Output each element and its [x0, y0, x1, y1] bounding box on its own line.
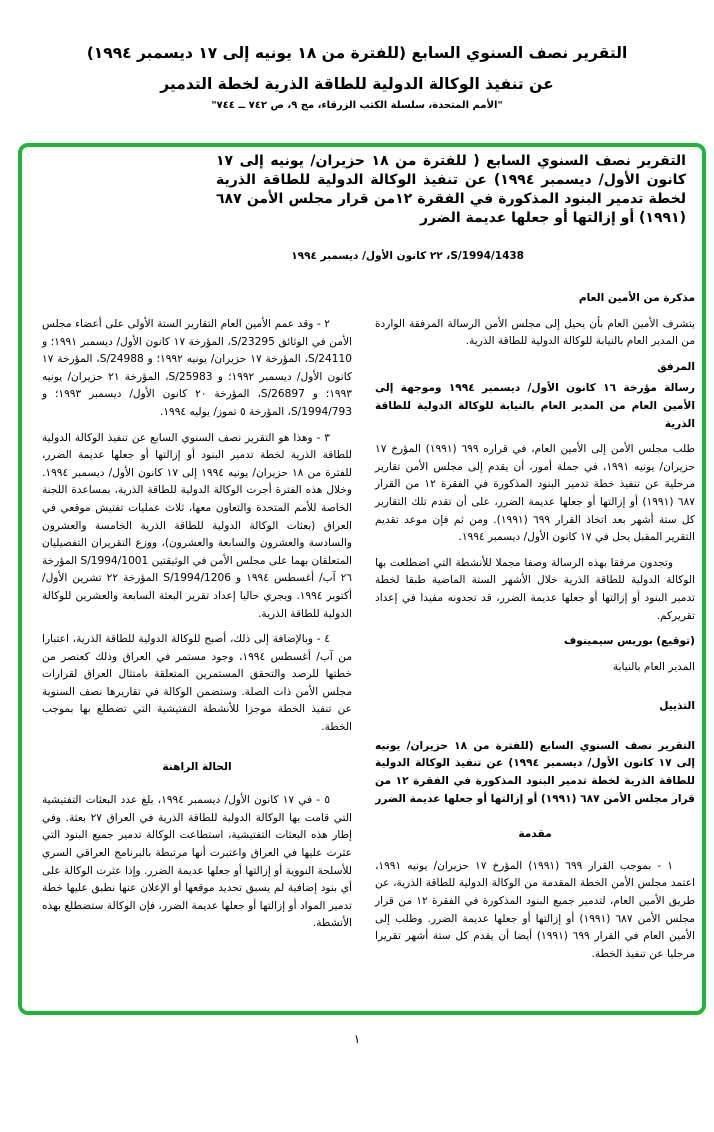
paragraph-2: ٢ - وقد عمم الأمين العام التقارير الستة الأولى على أعضاء مجلس الأمن في الوثائق S/23295، المؤرخة ١٧ كانون الأول/ ديسمبر ١٩٩١؛ و S/24110، المؤرخة ١٧ حزيران/ يونيه ١٩٩٢؛ و S/24988، المؤرخة ١٧ كانون الأول/ ديسمبر ١٩٩٢؛ و S/25983، المؤرخة ٢١ حزيران/ يونيه ١٩٩٣؛ و S/26897، المؤرخة ٢٠ كانون الأول/ ديسمبر ١٩٩٣؛ و S/1994/793، المؤرخة ٥ تموز/ يوليه ١٩٩٤. — [42, 318, 353, 418]
document-title-line1: التقرير نصف السنوي السابع (للفترة من ١٨ يونيه إلى ١٧ ديسمبر ١٩٩٤) — [86, 44, 628, 62]
letter-heading: رسالة مؤرخة ١٦ كانون الأول/ ديسمبر ١٩٩٤ وموجهة إلى الأمين العام من المدير العام بالنيابة للوكالة الدولية للطاقة الذرية — [375, 382, 695, 430]
right-column — [375, 290, 695, 971]
status-heading: الحالة الراهنة — [162, 760, 232, 773]
letter-paragraph: وتجدون مرفقا بهذه الرسالة وصفا مجملا للأنشطة التي اضطلعت بها الوكالة الدولية للطاقة الذرية خلال الأشهر الستة الماضية طبقا لخطة تدمير البنود أو إزالتها أو جعلها عديمة الضرر، قد تجدونه مفيدا في إعداد تقريركم. — [375, 556, 695, 622]
memo-text: يتشرف الأمين العام بأن يحيل إلى مجلس الأمن الرسالة المرفقة الواردة من المدير العام بالنيابة للوكالة الدولية للطاقة الذرية. — [375, 317, 695, 348]
document-title-line2: عن تنفيذ الوكالة الدولية للطاقة الذرية لخطة التدمير — [160, 75, 554, 93]
memo-heading: مذكرة من الأمين العام — [578, 292, 695, 304]
intro-heading: مقدمة — [518, 828, 552, 841]
document-number: S/1994/1438، ٢٢ كانون الأول/ ديسمبر ١٩٩٤ — [291, 250, 524, 262]
signature-label: (توقيع) — [656, 635, 695, 648]
report-title: التقرير نصف السنوي السابع ( للفترة من ١٨ حزيران/ يونيه إلى ١٧ كانون الأول/ ديسمبر ١٩٩٤) عن تنفيذ الوكالة الدولية للطاقة الذرية لخطة تدمير البنود المذكورة في الفقرة ١٢من قرار مجلس الأمن ٦٨٧ (١٩٩١) أو إزالتها أو جعلها عديمة الضرر — [216, 153, 686, 226]
paragraph-1: ١ - بموجب القرار ٦٩٩ (١٩٩١) المؤرخ ١٧ حزيران/ يونيه ١٩٩١، اعتمد مجلس الأمن الخطة المقدمة من الوكالة الدولية للطاقة الذرية، عن طريق الأمين العام، لتدمير جميع البنود المذكورة في الفقرة ١٢ من قرار مجلس الأمن ٦٨٧ (١٩٩١) أو إزالتها أو جعلها عديمة الضرر. وطلب إلى الأمين العام في القرار ٦٩٩ (١٩٩١) أيضا أن يقدم كل ستة أشهر تقريرا مرحليا عن تنفيذ الخطة. — [375, 859, 695, 960]
signature-title: المدير العام بالنيابة — [612, 660, 695, 673]
signature-name: بوريس سيمينوف — [564, 635, 653, 648]
annex-heading: المرفق — [657, 360, 695, 373]
page-number: ١ — [353, 1032, 361, 1046]
appendix-heading: التذييل — [659, 700, 695, 713]
paragraph-3: ٣ - وهذا هو التقرير نصف السنوي السابع عن تنفيذ الوكالة الدولية للطاقة الذرية لخطة تدمير البنود أو إزالتها أو جعلها عديمة الضرر، للفترة من ١٨ حزيران/ يونيه ١٩٩٤ إلى ١٧ كانون الأول/ ديسمبر ١٩٩٤. وخلال هذه الفترة أجرت الوكالة الدولية للطاقة الذرية، بمساعدة اللجنة الخاصة للأمم المتحدة والتعاون معها، ثلاث عمليات تفتيش موقعي في العراق (بعثات الوكالة الدولية للطاقة الذرية الخامسة والعشرون والسادسة والعشرون والسابعة والعشرون)، ووزع التقريران التفصيليان المتعلقان بهما على مجلس الأمن في الوثيقتين S/1994/1001 المؤرخة ٢٦ آب/ أغسطس ١٩٩٤ و S/1994/1206 المؤرخة ٢٢ تشرين الأول/ أكتوبر ١٩٩٤. ويجري حاليا إعداد تقرير البعثة السابعة والعشرين للوكالة الدولية للطاقة الذرية. — [42, 431, 353, 620]
paragraph-4: ٤ - وبالإضافة إلى ذلك، أصبح للوكالة الدولية للطاقة الذرية، اعتبارا من آب/ أغسطس ١٩٩٤، وجود مستمر في العراق وذلك كعنصر من خطتها للرصد والتحقق المستمرين المتعلقة بامتثال العراق لقرارات مجلس الأمن ذات الصلة. وستضمن الوكالة في تقاريرها نصف السنوية عن تنفيذ الخطة موجزا للأنشطة التفتيشية التي تضطلع بها بموجب الخطة. — [42, 633, 352, 734]
source-citation: "الأمم المتحدة، سلسلة الكتب الزرقاء، مج ٩، ص ٧٤٢ ــ ٧٤٤" — [211, 100, 503, 111]
letter-paragraph: طلب مجلس الأمن إلى الأمين العام، في قراره ٦٩٩ (١٩٩١) المؤرخ ١٧ حزيران/ يونيه ١٩٩١، في جملة أمور، أن يقدم إلى مجلس الأمن تقارير مرحلية عن تنفيذ خطة تدمير البنود المذكورة في الفقرة ١٢ من القرار ٦٨٧ (١٩٩١) أو إزالتها أو جعلها عديمة الضرر، على أن تقدم تلك التقارير كل ستة أشهر بعد اتخاذ القرار ٦٩٩ (١٩٩١). ومن ثم فإن موعد تقديم التقرير المقبل يحل في ١٧ كانون الأول/ ديسمبر ١٩٩٤. — [375, 443, 695, 544]
appendix-title: التقرير نصف السنوي السابع (للفترة من ١٨ حزيران/ يونيه إلى ١٧ كانون الأول/ ديسمبر ١٩٩٤) عن تنفيذ الوكالة الدولية للطاقة الذرية لخطة تدمير البنود المذكورة في الفقرة ١٢ من قرار مجلس الأمن ٦٨٧ (١٩٩١) أو إزالتها أو جعلها عديمة الضرر — [375, 739, 695, 805]
left-column — [42, 316, 352, 941]
paragraph-5: ٥ - في ١٧ كانون الأول/ ديسمبر ١٩٩٤، بلغ عدد البعثات التفتيشية التي قامت بها الوكالة الدولية للطاقة الذرية في العراق ٢٧ بعثة. وفي إطار هذه البعثات التفتيشية، استطاعت الوكالة تدمير جميع البنود التي عثرت عليها في العراق واعتبرت أنها مرتبطة بالبرنامج العراقي السري للأسلحة النووية أو إزالتها أو جعلها عديمة الضرر. وإذا عثرت الوكالة على أي بنود إضافية لم يسبق تحديد موقعها أو الإعلان عنها نطبق عليها خطة تدمير المواد أو إزالتها أو جعلها عديمة الضرر، فإن الوكالة ستضطلع بهذه الأنشطة. — [42, 794, 352, 930]
